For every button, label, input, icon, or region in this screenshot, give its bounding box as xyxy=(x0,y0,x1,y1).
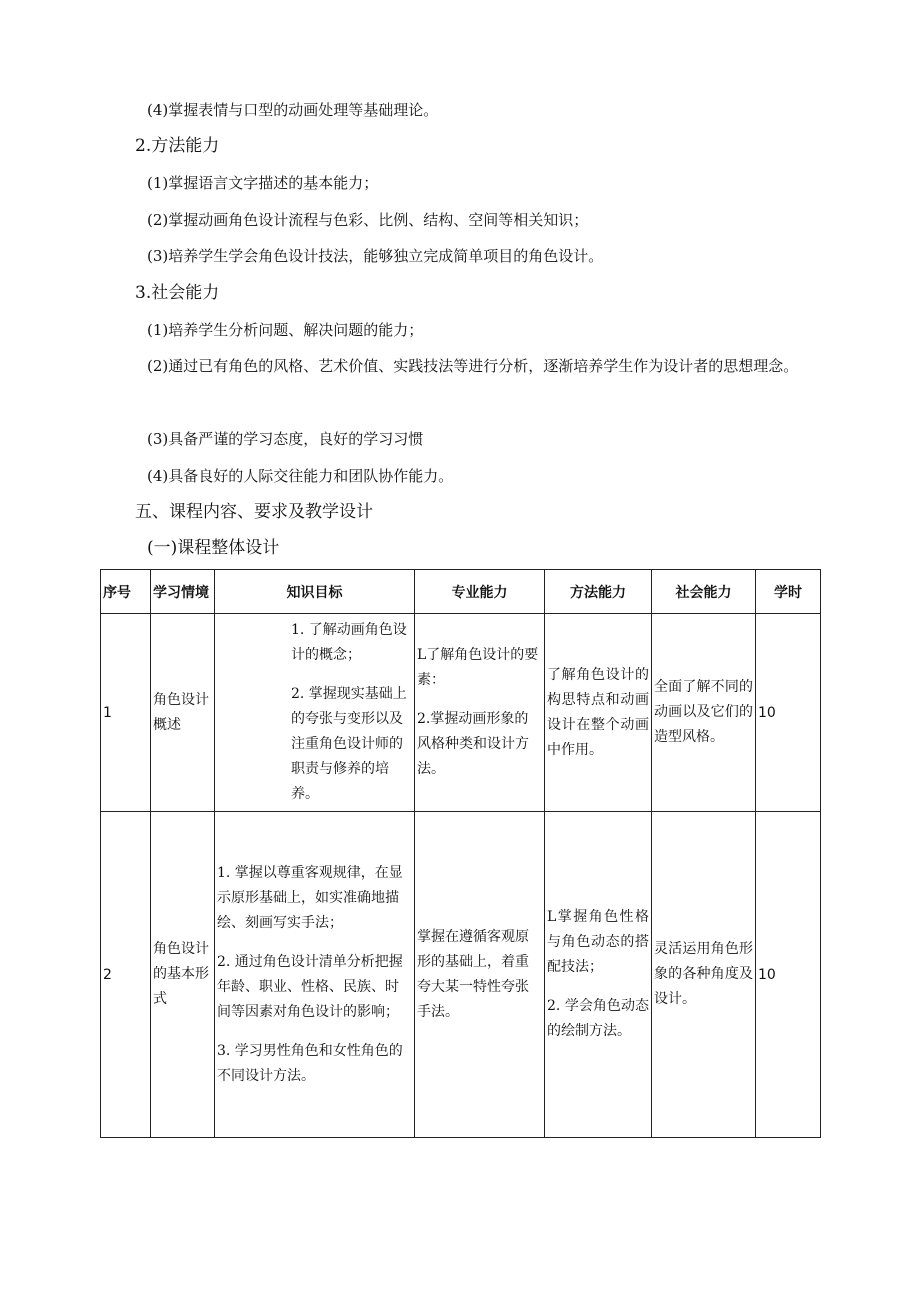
row-number: 2 xyxy=(101,812,151,1138)
subsection-heading: (一)课程整体设计 xyxy=(147,538,280,558)
header-cell: 学时 xyxy=(756,570,821,614)
header-cell: 学习情境 xyxy=(151,570,215,614)
course-design-table xyxy=(100,569,821,1138)
professional-cell: 掌握在遵循客观原形的基础上，着重夸大某一特性夸张手法。 xyxy=(415,812,545,1138)
chapter-heading: 五、课程内容、要求及教学设计 xyxy=(135,502,373,522)
row-number: 1 xyxy=(101,614,151,812)
header-cell: 方法能力 xyxy=(545,570,652,614)
method-cell: L掌握角色性格与角色动态的搭配技法； 2. 学会角色动态的绘制方法。 xyxy=(545,812,652,1138)
social-cell: 全面了解不同的动画以及它们的造型风格。 xyxy=(652,614,756,812)
professional-cell: L了解角色设计的要素： 2.掌握动画形象的风格种类和设计方法。 xyxy=(415,614,545,812)
header-cell: 序号 xyxy=(101,570,151,614)
situation-cell: 角色设计的基本形式 xyxy=(151,812,215,1138)
method-cell: 了解角色设计的构思特点和动画设计在整个动画中作用。 xyxy=(545,614,652,812)
paragraph: (4)具备良好的人际交往能力和团队协作能力。 xyxy=(147,467,454,485)
paragraph: (3)具备严谨的学习态度，良好的学习习惯 xyxy=(147,430,424,448)
header-cell: 社会能力 xyxy=(652,570,756,614)
situation-cell: 角色设计概述 xyxy=(151,614,215,812)
paragraph: (2)掌握动画角色设计流程与色彩、比例、结构、空间等相关知识； xyxy=(147,211,589,229)
knowledge-cell: 1. 掌握以尊重客观规律，在显示原形基础上，如实准确地描绘、刻画写实手法； 2. 通过角色设计清单分析把握年龄、职业、性格、民族、时间等因素对角色设计的影响； 3. 学习男性角色和女性角色的不同设计方法。 xyxy=(215,812,415,1138)
social-cell: 灵活运用角色形象的各种角度及设计。 xyxy=(652,812,756,1138)
paragraph: (2)通过已有角色的风格、艺术价值、实践技法等进行分析，逐渐培养学生作为设计者的思想理念。 xyxy=(147,357,799,375)
paragraph: (1)掌握语言文字描述的基本能力； xyxy=(147,174,379,192)
section-heading: 2.方法能力 xyxy=(135,136,220,156)
hours-cell: 10 xyxy=(756,614,821,812)
paragraph: (1)培养学生分析问题、解决问题的能力； xyxy=(147,321,424,339)
knowledge-cell: 1. 了解动画角色设计的概念； 2. 掌握现实基础上的夸张与变形以及注重角色设计师的职责与修养的培养。 xyxy=(215,614,415,812)
header-cell: 知识目标 xyxy=(215,570,415,614)
section-heading: 3.社会能力 xyxy=(135,283,220,303)
table-row xyxy=(101,614,821,812)
paragraph: (3)培养学生学会角色设计技法，能够独立完成简单项目的角色设计。 xyxy=(147,247,604,265)
table-row xyxy=(101,812,821,1138)
header-cell: 专业能力 xyxy=(415,570,545,614)
hours-cell: 10 xyxy=(756,812,821,1138)
paragraph: (4)掌握表情与口型的动画处理等基础理论。 xyxy=(147,101,439,119)
table-header-row xyxy=(101,570,821,614)
